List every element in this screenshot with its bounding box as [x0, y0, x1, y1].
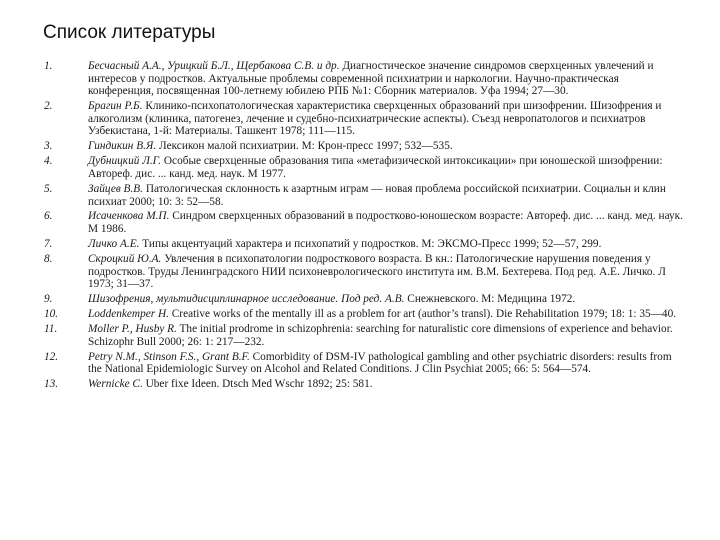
reference-text: [88, 253, 686, 291]
reference-details: Creative works of the mentally ill as a problem for art (author’s transl). Die Rehabilitation 1979; 18: 1: 35—40.: [168, 308, 677, 321]
reference-text: [88, 308, 686, 321]
reference-details: Диагностическое значение синдромов сверхценных увлечений и интересов у подростков. Актуальные проблемы современной психиатрии и наркологии. Научно-практическая конференция, посвященная 100-летнему юбилею РПБ №1: Сборник материалов. Уфа 1994; 27—30.: [88, 60, 654, 98]
reference-authors: Бесчасный А.А., Урицкий Б.Л., Щербакова С.В. и др.: [88, 60, 340, 72]
reference-item: [0, 293, 720, 306]
reference-number: 8.: [44, 253, 53, 266]
reference-authors: Брагин Р.Б.: [88, 100, 143, 113]
reference-item: [0, 308, 720, 321]
reference-list: [0, 60, 720, 393]
reference-details: Клинико-психопатологическая характеристика сверхценных образований при шизофрении. Шизофрения и алкоголизм (клиника, патогенез, лечение и судебно-психиатрические аспекты). Съезд невропатологов и психиатров Узбекистана, 1-й: Материалы. Ташкент 1978; 111—115.: [88, 100, 662, 138]
reference-text: [88, 60, 686, 98]
reference-authors: Дубницкий Л.Г.: [88, 155, 162, 168]
reference-text: [88, 155, 686, 180]
reference-details: Снежневского. М: Медицина 1972.: [404, 293, 576, 306]
reference-text: [88, 100, 686, 138]
reference-text: [88, 378, 686, 391]
reference-number: 9.: [44, 293, 53, 306]
reference-authors: Wernicke C.: [88, 378, 143, 391]
reference-item: [0, 378, 720, 391]
reference-number: 6.: [44, 210, 53, 223]
reference-item: [0, 140, 720, 153]
reference-number: 13.: [44, 378, 59, 391]
reference-text: [88, 323, 686, 348]
reference-authors: Гиндикин В.Я.: [88, 140, 157, 153]
page-title: Список литературы: [43, 22, 216, 43]
reference-item: [0, 351, 720, 376]
reference-item: [0, 253, 720, 291]
reference-text: [88, 210, 686, 235]
reference-item: [0, 60, 720, 98]
reference-text: [88, 293, 686, 306]
reference-details: Uber fixe Ideen. Dtsch Med Wschr 1892; 25: 581.: [142, 378, 373, 391]
reference-details: Comorbidity of DSM-IV pathological gambling and other psychiatric disorders: results from the National Epidemiologic Survey on Alcohol and Related Conditions. J Clin Psychiat 2005; 66: 5: 564—574.: [88, 350, 672, 376]
reference-number: 11.: [44, 323, 58, 336]
reference-details: The initial prodrome in schizophrenia: searching for naturalistic core dimensions of experience and behavior. Schizophr Bull 2000; 26: 1: 217—232.: [88, 323, 673, 348]
reference-item: [0, 210, 720, 235]
reference-text: [88, 140, 686, 153]
reference-number: 1.: [44, 60, 53, 72]
reference-number: 7.: [44, 238, 53, 251]
reference-text: [88, 238, 686, 251]
reference-authors: Исаченкова М.П.: [88, 210, 170, 223]
reference-item: [0, 238, 720, 251]
reference-authors: Шизофрения, мультидисциплинарное исследование. Под ред. А.В.: [88, 293, 405, 306]
reference-details: Увлечения в психопатологии подросткового возраста. В кн.: Патологические нарушения поведения у подростков. Труды Ленинградского НИИ психоневрологического института им. В.М. Бехтерева. Под ред. А.Е. Личко. Л 1973; 31—37.: [88, 253, 666, 291]
reference-item: [0, 155, 720, 180]
reference-item: [0, 183, 720, 208]
reference-number: 10.: [44, 308, 59, 321]
reference-number: 12.: [44, 350, 59, 363]
reference-authors: Скроцкий Ю.А.: [88, 253, 162, 266]
reference-item: [0, 100, 720, 138]
reference-details: Синдром сверхценных образований в подростково-юношеском возрасте: Автореф. дис. ... канд. мед. наук. М 1986.: [88, 210, 683, 236]
reference-authors: Petry N.M., Stinson F.S., Grant B.F.: [88, 350, 250, 363]
reference-details: Типы акцентуаций характера и психопатий у подростков. М: ЭКСМО-Пресс 1999; 52—57, 299.: [139, 238, 602, 251]
reference-details: Особые сверхценные образования типа «метафизической интоксикации» при юношеской шизофрении: Автореф. дис. ... канд. мед. наук. М 1977.: [88, 155, 663, 180]
reference-item: [0, 323, 720, 348]
reference-authors: Moller P., Husby R.: [88, 323, 177, 336]
reference-details: Лексикон малой психиатрии. М: Крон-пресс 1997; 532—535.: [156, 140, 453, 153]
reference-number: 3.: [44, 140, 53, 153]
reference-number: 5.: [44, 182, 53, 195]
reference-text: [88, 351, 686, 376]
reference-text: [88, 183, 686, 208]
reference-authors: Зайцев В.В.: [88, 182, 144, 195]
reference-number: 4.: [44, 155, 53, 168]
reference-authors: Loddenkemper H.: [88, 308, 169, 321]
reference-details: Патологическая склонность к азартным играм — новая проблема российской психиатрии. Социальн и клин психиат 2000; 10: 3: 52—58.: [88, 182, 666, 208]
reference-authors: Личко А.Е.: [88, 238, 140, 251]
reference-number: 2.: [44, 100, 53, 113]
